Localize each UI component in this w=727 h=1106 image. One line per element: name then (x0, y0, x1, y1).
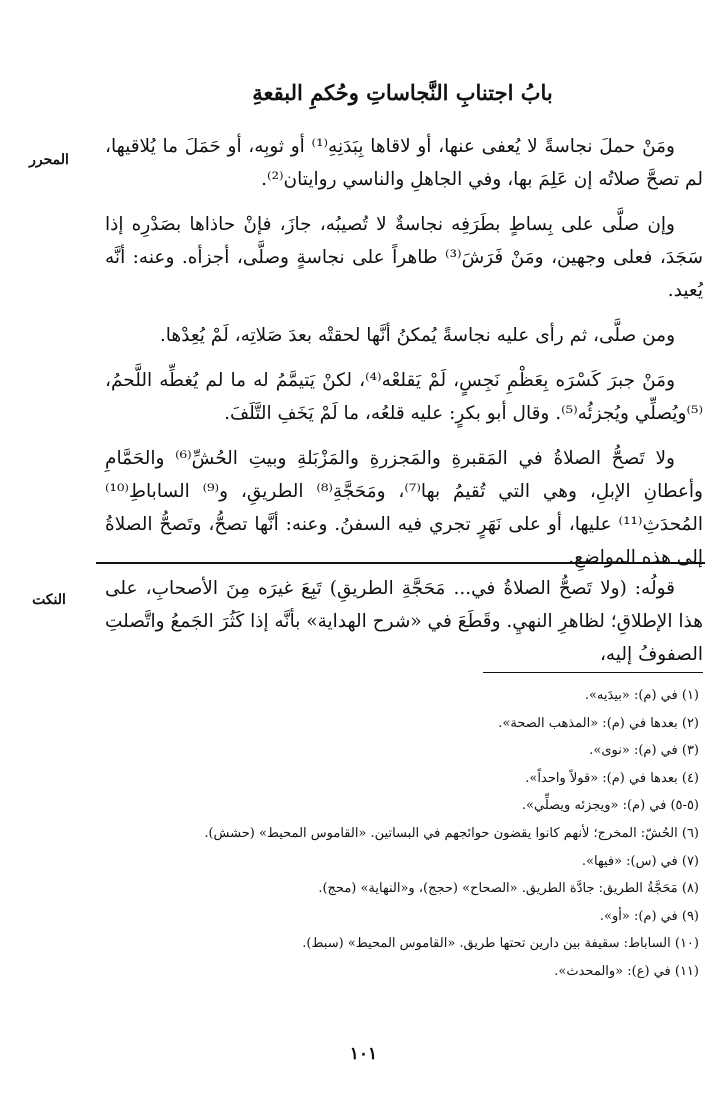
side-label-nukat: النكت (32, 592, 66, 608)
footnote-rule (483, 672, 703, 673)
side-label-muharrar: المحرر (29, 152, 69, 168)
nukat-paragraph: قولُه: (ولا تَصحُّ الصلاةُ في... مَحَجَّةِ الطريقِ) تَبِعَ غيرَه مِنَ الأصحابِ، على هذا الإطلاقِ؛ لظاهرِ النهيِ. وقَطَعَ في «شرح الهداية» بأنَّه إذا كَثُرَ الجَمعُ واتَّصلتِ الصفوفُ إليه، (105, 578, 703, 665)
main-paragraph-2: وإن صلَّى على بِساطٍ بطَرَفِه نجاسةٌ لا تُصيبُه، جازَ، فإنْ حاذاها بصَدْرِه إذا سَجَدَ، فعلى وجهين، ومَنْ فَرَشَ⁽³⁾ طاهراً على نجاسةٍ وصلَّى، أجزأه. وعنه: أنَّه يُعيد. (105, 214, 703, 301)
main-paragraph-1: ومَنْ حملَ نجاسةً لا يُعفى عنها، أو لاقاها بِبَدَنِهِ⁽¹⁾ أو ثوبِه، أو حَمَلَ ما يُلاقيها، لم تصحَّ صلاتُه إن عَلِمَ بها، وفي الجاهلِ والناسي روايتان⁽²⁾. (105, 136, 703, 190)
footnote-8: (٨) مَحَجَّةُ الطريق: جادَّة الطريق. «الصحاح» (حجج)، و«النهاية» (محج). (318, 881, 699, 897)
section-divider (96, 562, 705, 564)
footnote-4: (٤) بعدها في (م): «قولاً واحداً». (525, 770, 699, 786)
footnote-2: (٢) بعدها في (م): «المذهب الصحة». (498, 715, 699, 731)
main-text (105, 130, 703, 586)
footnote-6: (٦) الحُشّ: المخرج؛ لأنهم كانوا يقضون حوائجهم في البساتين. «القاموس المحيط» (حشش). (204, 825, 699, 841)
footnotes (105, 682, 699, 986)
chapter-title: بابُ اجتنابِ النَّجاساتِ وحُكمِ البقعةِ (252, 80, 553, 105)
page-number: ١٠١ (349, 1044, 378, 1064)
main-paragraph-5: ولا تَصحُّ الصلاةُ في المَقبرةِ والمَجزرةِ والمَزْبَلةِ وبيتِ الحُشِّ⁽⁶⁾ والحَمَّامِ وأعطانِ الإبلِ، وهي التي تُقيمُ بها⁽⁷⁾، ومَحَجَّةِ⁽⁸⁾ الطريقِ، و⁽⁹⁾ الساباطِ⁽¹⁰⁾ المُحدَثِ⁽¹¹⁾ عليها، أو على نَهَرٍ تجري فيه السفنُ. وعنه: أنَّها تصحُّ، وتَصحُّ الصلاةُ إلى هذه المواضعِ. (105, 448, 703, 568)
footnote-7: (٧) في (س): «فيها». (581, 853, 699, 869)
nukat-text (105, 572, 703, 671)
footnote-5: (٥-٥) في (م): «ويجزئه ويصلِّي». (521, 798, 699, 814)
main-paragraph-3: ومن صلَّى، ثم رأى عليه نجاسةً يُمكنُ أنَّها لحقتْه بعدَ صَلاتِه، لَمْ يُعِدْها. (159, 325, 675, 346)
footnote-3: (٣) في (م): «نوى». (589, 743, 699, 759)
footnote-1: (١) في (م): «بيدَيه». (584, 688, 699, 703)
footnote-10: (١٠) الساباط: سقيفة بين دارين تحتها طريق. «القاموس المحيط» (سبط). (302, 936, 699, 952)
footnote-9: (٩) في (م): «أو». (599, 908, 699, 924)
footnote-11: (١١) في (ع): «والمحدث». (554, 963, 699, 979)
main-paragraph-4: ومَنْ جبرَ كَسْرَه بِعَظْمِ نَجِسٍ، لَمْ يَقلعْه⁽⁴⁾، لكنْ يَتيمَّمُ له ما لم يُغطِّه اللَّحمُ، ⁽⁵⁾ويُصلِّي ويُجزئُه⁽⁵⁾. وقال أبو بكرٍ: عليه قلعُه، ما لَمْ يَخَفِ التَّلَفَ. (105, 370, 703, 424)
